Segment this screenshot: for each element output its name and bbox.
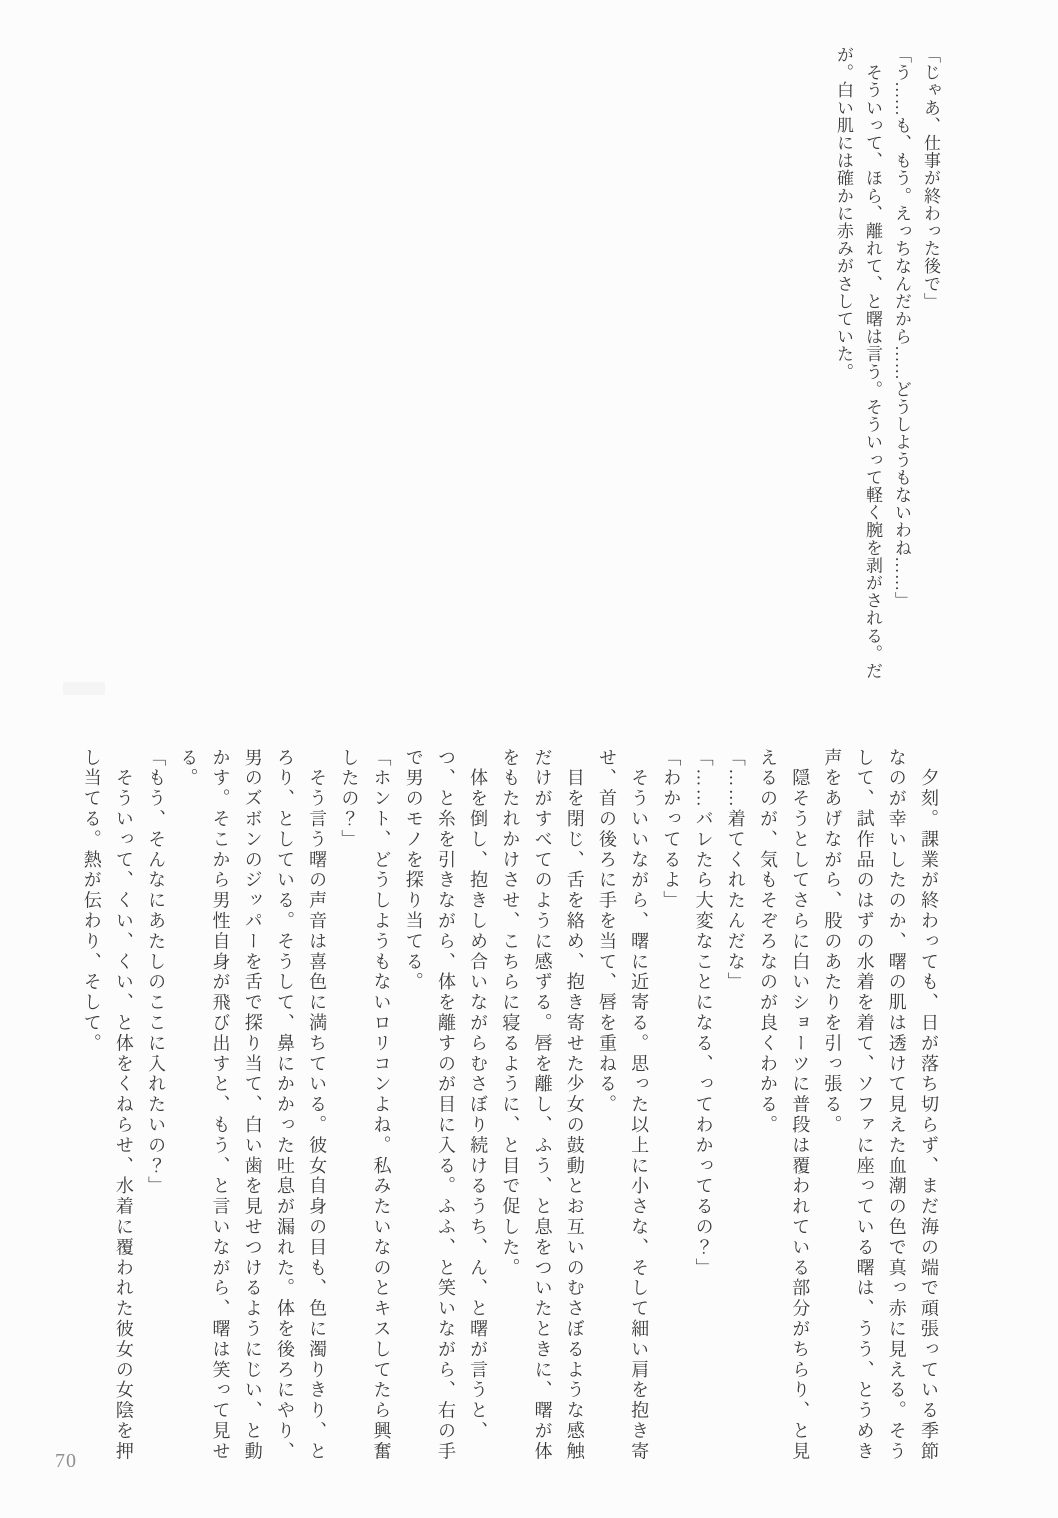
paragraph: 「……着てくれたんだな」 <box>725 748 746 993</box>
paragraph: 体を倒し、抱きしめ合いながらむさぼり続けるうち、ん、と曙が言うと、つ、と糸を引きながら、体を離すのが目に入る。ふふ、と笑いながら、右の手で男のモノを探り当てる。 <box>403 748 489 1462</box>
bottom-text-block <box>76 748 945 1464</box>
paragraph: そういって、くい、くい、と体をくねらせ、水着に覆われた彼女の女陰を押し当てる。熱が伝わり、そして。 <box>81 748 134 1462</box>
paragraph: 「じゃあ、仕事が終わった後で」 <box>921 46 940 310</box>
paragraph: 「う……も、もう。えっちなんだから……どうしようもないわね……」 <box>892 46 911 610</box>
paragraph: そういって、ほら、離れて、と曙は言う。そういって軽く腕を剥がされる。だが。白い肌には確かに赤みがさしていた。 <box>834 46 882 680</box>
top-text-block <box>829 46 945 714</box>
paragraph: 夕刻。課業が終わっても、日が落ち切らず、まだ海の端で頑張っている季節なのが幸いしたのか、曙の肌は透けて見えた血潮の色で真っ赤に見える。そうして、試作品のはずの水着を着て、ソファに座っている曙は、うう、とうめき声をあげながら、股のあたりを引っ張る。 <box>822 748 939 1462</box>
paragraph: 「わかってるよ」 <box>661 748 682 912</box>
paragraph: 「もう、そんなにあたしのここに入れたいの？」 <box>146 748 167 1197</box>
scan-smudge-artifact <box>63 682 105 695</box>
paragraph: そういいながら、曙に近寄る。思った以上に小さな、そして細い肩を抱き寄せ、首の後ろに手を当て、唇を重ねる。 <box>596 748 650 1462</box>
paragraph: 目を閉じ、舌を絡め、抱き寄せた少女の鼓動とお互いのむさぼるような感触だけがすべてのように感ずる。唇を離し、ふう、と息をついたときに、曙が体をもたれかけさせ、こちらに寝るように、と目で促した。 <box>500 748 585 1462</box>
paragraph: 「ホント、どうしようもないロリコンよね。私みたいなのとキスしてたら興奮したの？」 <box>339 748 392 1462</box>
paragraph: そう言う曙の声音は喜色に満ちている。彼女自身の目も、色に濁りきり、とろり、としている。そうして、鼻にかかった吐息が漏れた。体を後ろにやり、男のズボンのジッパーを舌で探り当て、白い歯を見せつけるようにじい、と動かす。そこから男性自身が飛び出すと、もう、と言いながら、曙は笑って見せる。 <box>178 748 328 1462</box>
page-number: 70 <box>55 1450 77 1472</box>
paragraph: 隠そうとしてさらに白いショーツに普段は覆われている部分がちらり、と見えるのが、気もそぞろなのが良くわかる。 <box>757 748 811 1462</box>
paragraph: 「……バレたら大変なことになる、ってわかってるの？」 <box>693 748 714 1279</box>
